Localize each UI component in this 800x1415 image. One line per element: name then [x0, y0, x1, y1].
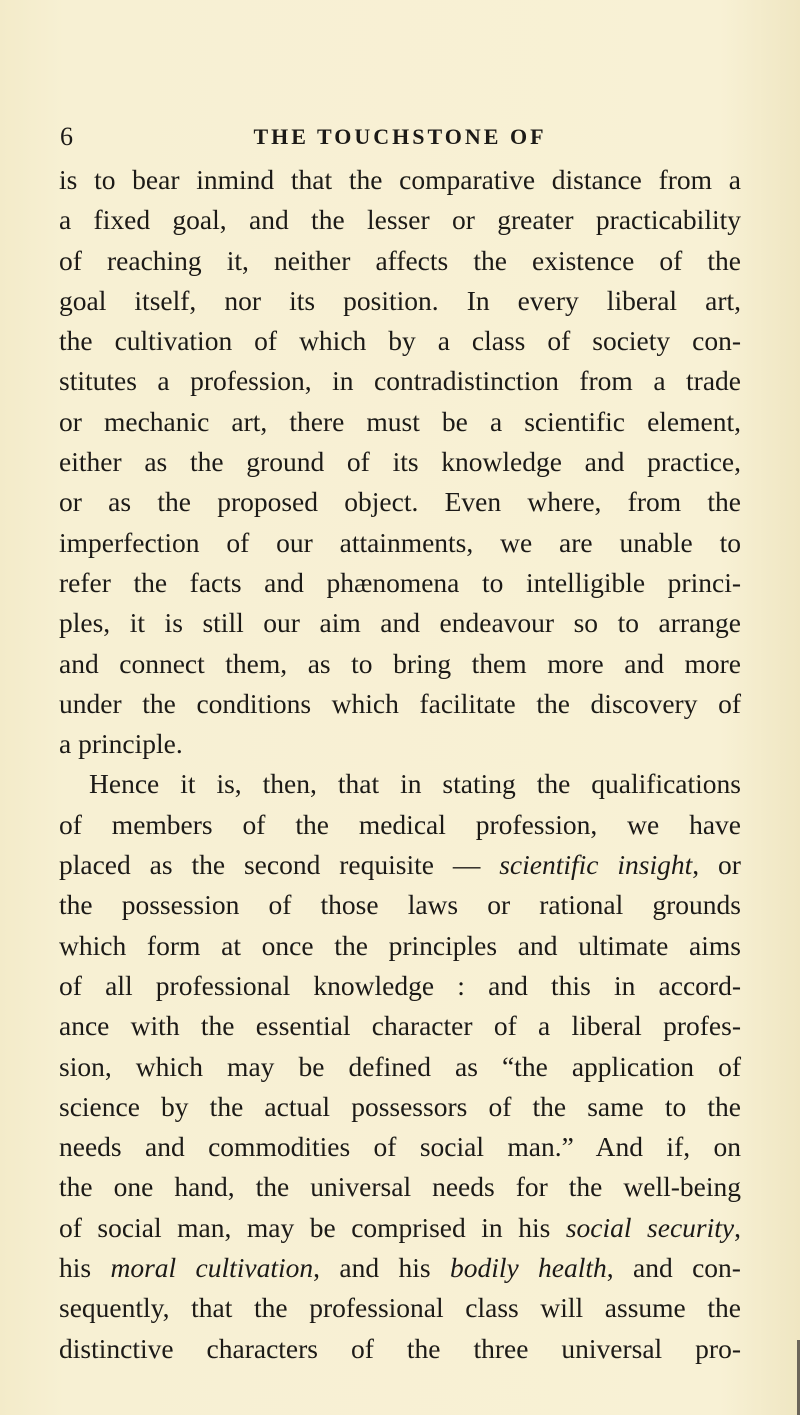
emphasis-bodily-health: bodily health [449, 1252, 607, 1284]
text-line-27: of social man, may be comprised in his social security, [59, 1211, 741, 1243]
text-line-11: refer the facts and phænomena to intelligible princi- [59, 566, 741, 598]
page-number: 6 [60, 122, 73, 151]
running-head: THE TOUCHSTONE OF [253, 124, 547, 149]
text-line-25: needs and commodities of social man.” And if, on [59, 1131, 741, 1163]
text-line-6: stitutes a profession, in contradistinction from a trade [59, 365, 741, 397]
text-line-3: of reaching it, neither affects the existence of the [59, 244, 741, 276]
text-line-16: Hence it is, then, that in stating the qualifications [89, 768, 741, 800]
text-line-18: placed as the second requisite — scientific insight, or [59, 849, 741, 881]
emphasis-social-security: social security [565, 1211, 735, 1243]
text-line-10: imperfection of our attainments, we are unable to [59, 526, 741, 558]
text-line-1: is to bear inmind that the comparative distance from a [59, 164, 741, 195]
text-line-9: or as the proposed object. Even where, from the [59, 486, 741, 518]
text-line-28: his moral cultivation, and his bodily health, and con- [59, 1252, 741, 1284]
text-line-13: and connect them, as to bring them more and more [59, 647, 741, 679]
emphasis-scientific-insight: scientific insight [499, 849, 693, 881]
emphasis-moral-cultivation: moral cultivation [110, 1252, 314, 1284]
text-line-23: sion, which may be defined as “the application of [59, 1050, 741, 1082]
text-line-15: a principle. [59, 728, 183, 760]
text-line-8: either as the ground of its knowledge and practice, [59, 446, 741, 478]
page-header [60, 121, 740, 153]
text-line-2: a fixed goal, and the lesser or greater practicability [59, 204, 741, 236]
text-line-12: ples, it is still our aim and endeavour so to arrange [59, 607, 741, 639]
text-line-7: or mechanic art, there must be a scientific element, [59, 405, 741, 437]
body-text [59, 160, 741, 1369]
text-line-29: sequently, that the professional class will assume the [59, 1292, 741, 1324]
text-line-20: which form at once the principles and ultimate aims [59, 929, 741, 961]
text-line-19: the possession of those laws or rational grounds [59, 889, 741, 921]
text-line-26: the one hand, the universal needs for the well-being [59, 1171, 741, 1203]
text-line-5: the cultivation of which by a class of society con- [59, 325, 741, 357]
text-line-30: distinctive characters of the three universal pro- [59, 1332, 741, 1364]
text-line-24: science by the actual possessors of the same to the [59, 1090, 741, 1122]
text-line-22: ance with the essential character of a liberal profes- [59, 1010, 741, 1042]
text-line-4: goal itself, nor its position. In every liberal art, [59, 284, 741, 316]
text-line-14: under the conditions which facilitate the discovery of [59, 687, 741, 719]
text-line-21: of all professional knowledge : and this in accord- [59, 969, 741, 1001]
text-line-17: of members of the medical profession, we have [59, 808, 741, 840]
